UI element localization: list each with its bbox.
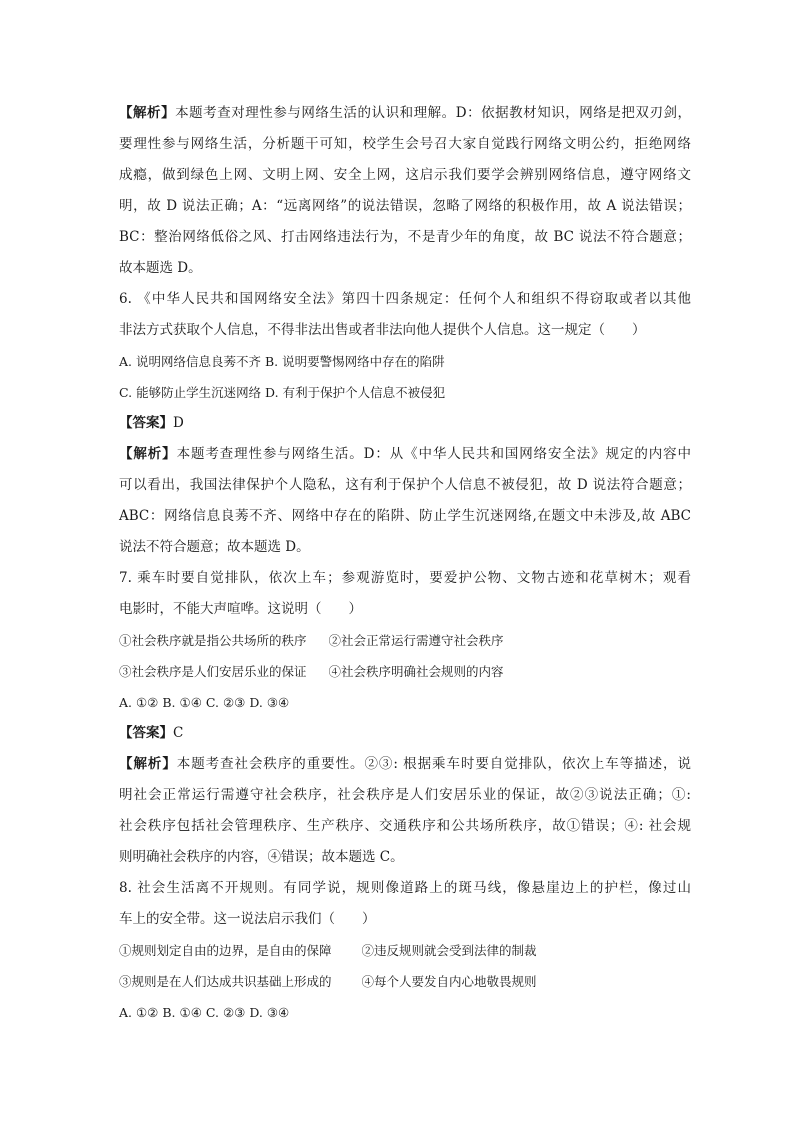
statement-3: ③规则是在人们达成共识基础上形成的 (119, 974, 332, 989)
statement-1: ①规则划定自由的边界，是自由的保障 (119, 943, 332, 958)
q5-analysis-line-5: BC：整治网络低俗之风、打击网络违法行为，不是青少年的角度，故 BC 说法不符合题意； (119, 229, 691, 245)
q8-statements-row-2 (119, 966, 691, 997)
q8-stem-line-1: 8. 社会生活离不开规则。有同学说，规则像道路上的斑马线，像悬崖边上的护栏，像过山 (119, 880, 691, 896)
q5-analysis-line-3: 成瘾，做到绿色上网、文明上网、安全上网，这启示我们要学会辨别网络信息，遵守网络文 (119, 167, 691, 183)
q8-choices: A. ①② B. ①④ C. ②③ D. ③④ (119, 1005, 290, 1020)
question-6 (119, 284, 691, 563)
q5-analysis-line-2: 要理性参与网络生活，分析题干可知，校学生会号召大家自觉践行网络文明公约，拒绝网络 (119, 136, 691, 152)
analysis-tag: 【解析】 (119, 756, 177, 772)
q7-statements-row-2 (119, 656, 691, 687)
q7-answer (119, 718, 691, 749)
question-7 (119, 563, 691, 873)
q6-options-ab: A. 说明网络信息良莠不齐 B. 说明要警惕网络中存在的陷阱 (119, 354, 445, 369)
statement-1: ①社会秩序就是指公共场所的秩序 (119, 633, 307, 648)
q6-answer (119, 408, 691, 439)
statement-4: ④每个人要发自内心地敬畏规则 (361, 974, 537, 989)
q6-analysis-line-4: 说法不符合题意；故本题选 D。 (119, 539, 310, 555)
answer-value: C (173, 725, 184, 741)
q6-stem-line-1: 6. 《中华人民共和国网络安全法》第四十四条规定：任何个人和组织不得窃取或者以其他 (119, 291, 691, 307)
statement-3: ③社会秩序是人们安居乐业的保证 (119, 664, 307, 679)
question-8 (119, 873, 691, 1028)
q7-analysis-line-4: 则明确社会秩序的内容，④错误；故本题选 C。 (119, 849, 404, 865)
q6-analysis-line-1: 【解析】本题考查理性参与网络生活。D：从《中华人民共和国网络安全法》规定的内容中 (119, 446, 692, 462)
statement-4: ④社会秩序明确社会规则的内容 (328, 664, 504, 679)
q6-stem-line-2: 非法方式获取个人信息，不得非法出售或者非法向他人提供个人信息。这一规定（ ） (119, 322, 646, 338)
answer-tag: 【答案】 (119, 725, 173, 741)
q7-choices: A. ①② B. ①④ C. ②③ D. ③④ (119, 695, 290, 710)
q5-analysis-line-6: 故本题选 D。 (119, 260, 202, 276)
q7-stem-line-2: 电影时，不能大声喧哗。这说明（ ） (119, 601, 362, 617)
statement-2: ②违反规则就会受到法律的制裁 (361, 943, 537, 958)
q7-analysis-line-1: 【解析】本题考查社会秩序的重要性。②③: 根据乘车时要自觉排队，依次上车等描述，说 (119, 756, 692, 772)
q7-stem-line-1: 7. 乘车时要自觉排队，依次上车；参观游览时，要爱护公物、文物古迹和花草树木；观看 (119, 570, 691, 586)
q5-analysis-line-4: 明，故 D 说法正确；A：“远离网络”的说法错误，忽略了网络的积极作用，故 A 说法错误； (119, 198, 691, 214)
q6-analysis-line-2: 可以看出，我国法律保护个人隐私，这有利于保护个人信息不被侵犯，故 D 说法符合题意； (119, 477, 691, 493)
q6-options-cd: C. 能够防止学生沉迷网络 D. 有利于保护个人信息不被侵犯 (119, 385, 446, 400)
q7-analysis-line-2: 明社会正常运行需遵守社会秩序，社会秩序是人们安居乐业的保证，故②③说法正确；①: (119, 787, 691, 803)
answer-tag: 【答案】 (119, 415, 173, 431)
analysis-tag: 【解析】 (119, 105, 176, 121)
q8-stem-line-2: 车上的安全带。这一说法启示我们（ ） (119, 911, 376, 927)
answer-value: D (173, 415, 184, 431)
q6-analysis-line-3: ABC：网络信息良莠不齐、网络中存在的陷阱、防止学生沉迷网络,在题文中未涉及,故 ABC (119, 508, 691, 524)
q5-analysis (119, 98, 691, 284)
q5-analysis-line-1: 【解析】本题考查对理性参与网络生活的认识和理解。D：依据教材知识，网络是把双刃剑， (119, 105, 692, 121)
q7-analysis-line-3: 社会秩序包括社会管理秩序、生产秩序、交通秩序和公共场所秩序，故①错误；④: 社会规 (119, 818, 691, 834)
q8-statements-row-1 (119, 935, 691, 966)
q7-statements-row-1 (119, 625, 691, 656)
analysis-tag: 【解析】 (119, 446, 177, 462)
statement-2: ②社会正常运行需遵守社会秩序 (328, 633, 504, 648)
